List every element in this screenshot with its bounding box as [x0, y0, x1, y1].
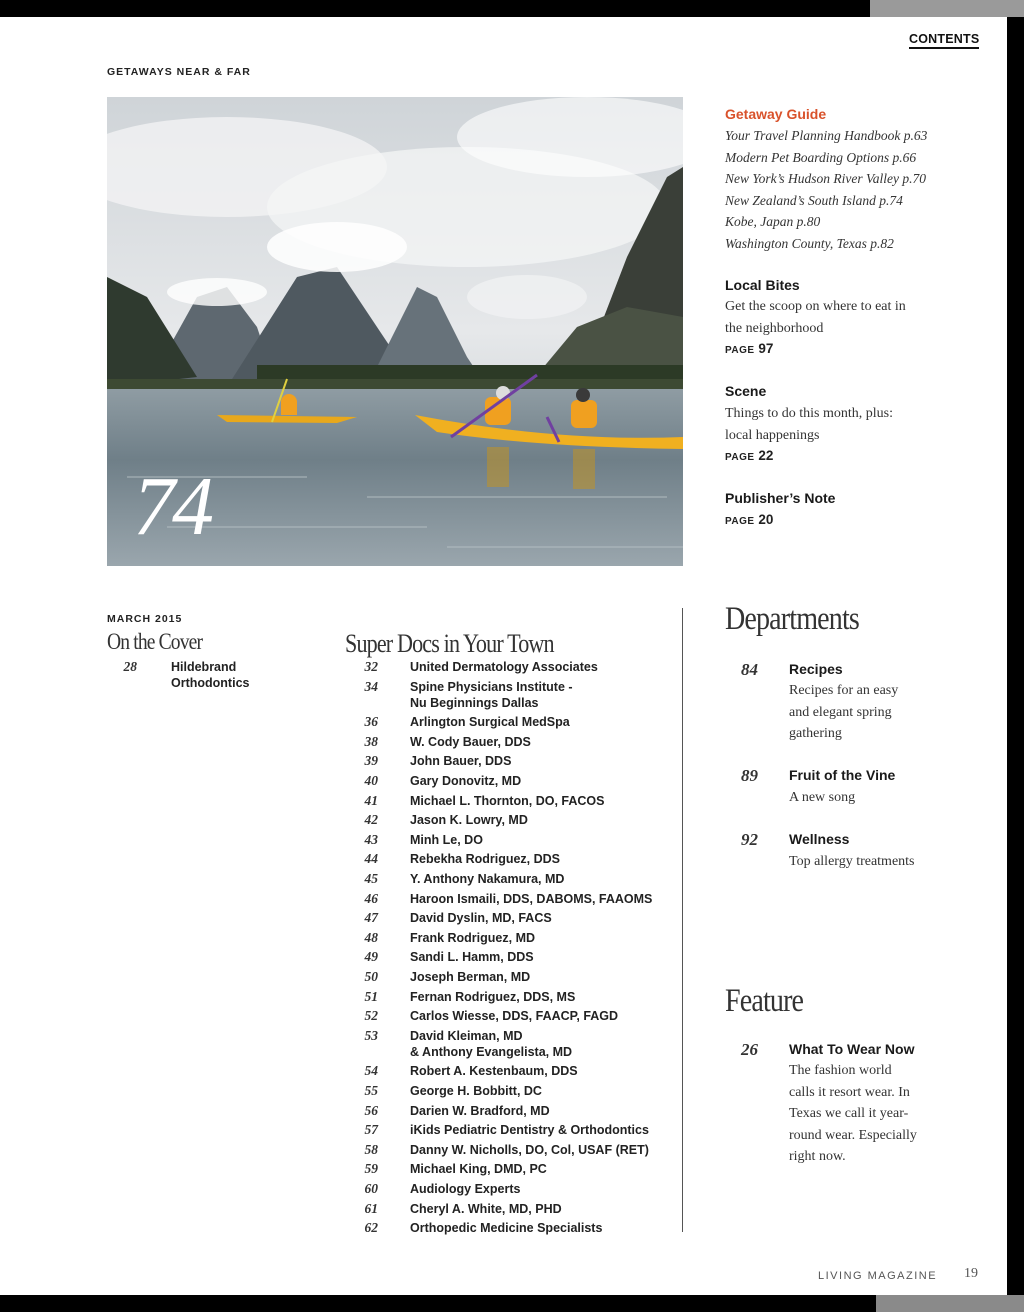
entry-page-number: 53: [364, 1027, 378, 1043]
entry-page-number: 41: [364, 792, 378, 808]
getaway-guide-item[interactable]: Modern Pet Boarding Options p.66: [725, 149, 917, 165]
entry-name-line: Arlington Surgical MedSpa: [410, 715, 570, 730]
entry-name: [410, 1008, 618, 1024]
dept-wellness-description: [789, 851, 915, 873]
dept-page-number: 89: [741, 766, 758, 785]
feature-line: round wear. Especially: [789, 1127, 917, 1143]
page-word: PAGE: [725, 516, 755, 527]
scene-page: [725, 448, 773, 463]
dept-line: gathering: [789, 726, 842, 741]
page-number: 97: [758, 341, 774, 356]
local-bites-line: the neighborhood: [725, 320, 824, 336]
feature-line: right now.: [789, 1149, 846, 1164]
entry-name: [410, 871, 564, 887]
entry-name: [410, 793, 604, 809]
entry-page-number: 51: [364, 988, 378, 1004]
departments-heading: Departments: [725, 601, 859, 637]
entry-page-number: 47: [364, 910, 378, 926]
top-frame-bar: [870, 0, 1024, 17]
entry-name-line: Spine Physicians Institute -: [410, 679, 573, 694]
entry-page-number: 45: [364, 871, 378, 886]
entry-page-number: 58: [364, 1141, 378, 1157]
contents-label: CONTENTS: [909, 32, 979, 49]
entry-name: [410, 969, 530, 985]
issue-date: MARCH 2015: [107, 613, 183, 625]
feature-line: calls it resort wear. In: [789, 1084, 910, 1100]
getaway-guide-list: [725, 125, 927, 254]
dept-recipes-description: [789, 680, 898, 745]
page-number: 20: [758, 512, 774, 527]
entry-name-line: Joseph Berman, MD: [410, 970, 531, 984]
dept-line: Recipes for an easy: [789, 683, 899, 698]
dept-line: A new song: [789, 790, 856, 805]
entry-page-number: 46: [364, 890, 378, 906]
entry-name-line: Sandi L. Hamm, DDS: [410, 950, 534, 965]
entry-name: [410, 1103, 550, 1119]
getaway-guide-item[interactable]: Washington County, Texas p.82: [725, 235, 894, 251]
scene-heading[interactable]: Scene: [725, 383, 767, 399]
magazine-page: [0, 17, 1007, 1295]
scene-line: Things to do this month, plus:: [725, 406, 894, 421]
dept-line: and elegant spring: [789, 704, 892, 720]
title-line: Orthodontics: [171, 676, 250, 690]
entry-name: [410, 1220, 602, 1236]
entry-name: [410, 989, 575, 1005]
entry-page-number: 42: [364, 812, 378, 828]
entry-name: [410, 1142, 649, 1158]
entry-name: [410, 1201, 562, 1217]
entry-name-line: Cheryl A. White, MD, PHD: [410, 1201, 562, 1216]
entry-page-number: 48: [364, 929, 378, 945]
getaway-guide-item[interactable]: Kobe, Japan p.80: [725, 214, 821, 229]
dept-page-number: 92: [741, 830, 758, 849]
entry-name: [410, 812, 528, 828]
entry-name-line: Haroon Ismaili, DDS, DABOMS, FAAOMS: [410, 891, 653, 906]
footer-magazine-name: LIVING MAGAZINE: [818, 1270, 938, 1282]
feature-title[interactable]: What To Wear Now: [789, 1041, 915, 1057]
entry-name-line: Gary Donovitz, MD: [410, 774, 522, 788]
entry-page-number: 61: [364, 1200, 378, 1216]
entry-page-number: 34: [364, 678, 378, 694]
entry-page-number: 52: [364, 1008, 378, 1024]
getaway-guide-item[interactable]: Your Travel Planning Handbook p.63: [725, 128, 928, 143]
entry-name-line: George H. Bobbitt, DC: [410, 1084, 542, 1098]
dept-recipes-title[interactable]: Recipes: [789, 661, 843, 677]
footer-page-number: 19: [964, 1266, 978, 1281]
section-label: GETAWAYS NEAR & FAR: [107, 66, 251, 78]
entry-name-line: Danny W. Nicholls, DO, Col, USAF (RET): [410, 1142, 649, 1157]
entry-name-line: Fernan Rodriguez, DDS, MS: [410, 989, 576, 1004]
entry-name-line: United Dermatology Associates: [410, 660, 598, 674]
entry-page-number: 59: [364, 1161, 378, 1177]
entry-name: [410, 1028, 572, 1060]
entry-page-number: 54: [364, 1063, 378, 1079]
entry-name: [410, 1161, 547, 1177]
entry-name-line: Michael King, DMD, PC: [410, 1162, 547, 1177]
entry-name-line: Robert A. Kestenbaum, DDS: [410, 1064, 578, 1079]
entry-name: [410, 773, 521, 789]
entry-page-number: 40: [364, 773, 378, 788]
entry-name: [410, 832, 483, 848]
entry-name: [410, 851, 560, 867]
entry-name: [410, 753, 511, 769]
cover-photo: [107, 97, 683, 566]
entry-name-line: Jason K. Lowry, MD: [410, 813, 528, 828]
dept-fruit-of-the-vine-title[interactable]: Fruit of the Vine: [789, 767, 896, 783]
entry-page-number: 36: [364, 714, 378, 730]
local-bites-line: Get the scoop on where to eat in: [725, 299, 906, 314]
entry-name-line: Frank Rodriguez, MD: [410, 930, 536, 945]
entry-name: [410, 679, 573, 711]
publishers-note-page: [725, 512, 773, 527]
entry-page-number: 62: [364, 1220, 378, 1236]
entry-name: [410, 659, 598, 675]
on-the-cover-title[interactable]: [171, 659, 249, 691]
local-bites-description: [725, 296, 906, 339]
entry-name: [410, 891, 652, 907]
entry-page-number: 55: [364, 1083, 378, 1098]
page-number: 22: [758, 448, 774, 463]
dept-fruit-description: [789, 787, 855, 809]
super-docs-heading: Super Docs in Your Town: [345, 629, 554, 658]
column-divider: [682, 608, 683, 1232]
getaway-guide-item[interactable]: New York’s Hudson River Valley p.70: [725, 171, 926, 186]
entry-name-line: David Dyslin, MD, FACS: [410, 911, 552, 926]
feature-description: [789, 1060, 917, 1168]
scene-line: local happenings: [725, 427, 820, 443]
entry-page-number: 49: [364, 949, 378, 965]
entry-name-line: David Kleiman, MD: [410, 1028, 523, 1043]
entry-name: [410, 949, 534, 965]
entry-name: [410, 714, 570, 730]
getaway-guide-heading: Getaway Guide: [725, 106, 827, 122]
entry-page-number: 56: [364, 1102, 378, 1118]
entry-name-line: Darien W. Bradford, MD: [410, 1103, 550, 1118]
bottom-frame-bar: [876, 1295, 1024, 1312]
entry-name: [410, 1181, 520, 1197]
entry-name-line: iKids Pediatric Dentistry & Orthodontics: [410, 1123, 649, 1138]
on-the-cover-page: 28: [123, 659, 137, 674]
entry-name-line: Michael L. Thornton, DO, FACOS: [410, 793, 605, 808]
dept-page-number: 84: [741, 660, 758, 679]
title-line: Hildebrand: [171, 660, 237, 674]
feature-line: The fashion world: [789, 1063, 892, 1078]
entry-name-line: Carlos Wiesse, DDS, FAACP, FAGD: [410, 1009, 619, 1024]
on-the-cover-heading: On the Cover: [107, 629, 203, 654]
entry-page-number: 38: [364, 733, 378, 749]
dept-wellness-title[interactable]: Wellness: [789, 831, 850, 847]
entry-name-line: Rebekha Rodriguez, DDS: [410, 852, 561, 867]
entry-name: [410, 1122, 649, 1138]
photo-page-number: 74: [133, 460, 211, 553]
publishers-note-heading[interactable]: Publisher’s Note: [725, 490, 836, 506]
feature-heading: Feature: [725, 983, 804, 1019]
dept-line: Top allergy treatments: [789, 854, 915, 869]
local-bites-heading[interactable]: Local Bites: [725, 277, 800, 293]
entry-name-line: Y. Anthony Nakamura, MD: [410, 872, 565, 886]
entry-name: [410, 910, 552, 926]
local-bites-page: [725, 341, 773, 356]
page-word: PAGE: [725, 452, 755, 463]
entry-name-line: & Anthony Evangelista, MD: [410, 1044, 573, 1059]
entry-name-line: Orthopedic Medicine Specialists: [410, 1221, 603, 1236]
entry-page-number: 50: [364, 969, 378, 984]
entry-name-line: Nu Beginnings Dallas: [410, 695, 539, 710]
entry-page-number: 44: [364, 851, 378, 867]
entry-page-number: 43: [364, 831, 378, 847]
entry-name: [410, 1083, 542, 1099]
getaway-guide-item[interactable]: New Zealand’s South Island p.74: [725, 192, 903, 208]
entry-name-line: Minh Le, DO: [410, 832, 483, 847]
feature-page-number: 26: [741, 1040, 758, 1059]
entry-name-line: John Bauer, DDS: [410, 754, 512, 769]
entry-name: [410, 930, 535, 946]
entry-page-number: 32: [364, 659, 378, 674]
page-word: PAGE: [725, 345, 755, 356]
scene-description: [725, 403, 893, 446]
entry-name-line: Audiology Experts: [410, 1182, 521, 1196]
entry-name: [410, 734, 531, 750]
entry-page-number: 39: [364, 753, 378, 769]
entry-name-line: W. Cody Bauer, DDS: [410, 734, 531, 749]
feature-line: Texas we call it year-: [789, 1106, 909, 1121]
entry-name: [410, 1063, 578, 1079]
entry-page-number: 57: [364, 1122, 378, 1138]
entry-page-number: 60: [364, 1181, 378, 1196]
